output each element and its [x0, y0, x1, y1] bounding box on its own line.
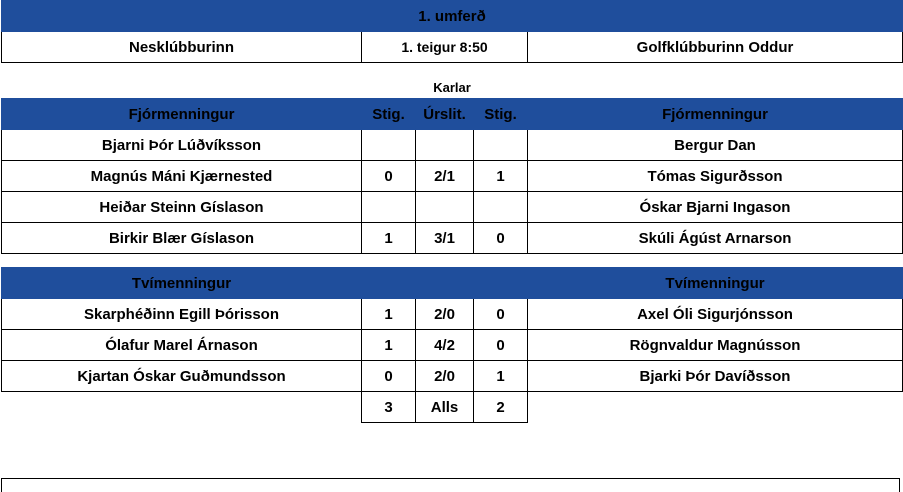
singles-table	[1, 267, 903, 423]
total-label: Alls	[416, 392, 474, 423]
match-result: 2/0	[416, 361, 474, 392]
player-name: Kjartan Óskar Guðmundsson	[2, 361, 362, 392]
empty-cell	[528, 392, 903, 423]
column-header-points-right: Stig.	[474, 99, 528, 130]
points-right: 1	[474, 161, 528, 192]
empty-cell	[474, 192, 528, 223]
table-row	[2, 299, 903, 330]
spacer-header	[362, 268, 416, 299]
totals-row	[2, 392, 903, 423]
fourball-header-row	[2, 99, 903, 130]
empty-cell	[362, 130, 416, 161]
player-name: Óskar Bjarni Ingason	[528, 192, 903, 223]
points-left: 0	[362, 361, 416, 392]
player-name: Bergur Dan	[528, 130, 903, 161]
home-club: Nesklúbburinn	[2, 32, 362, 63]
player-name: Bjarni Þór Lúðvíksson	[2, 130, 362, 161]
match-result: 2/1	[416, 161, 474, 192]
singles-header-row	[2, 268, 903, 299]
player-name: Rögnvaldur Magnússon	[528, 330, 903, 361]
player-name: Magnús Máni Kjærnested	[2, 161, 362, 192]
fourball-table	[1, 98, 903, 267]
table-row	[2, 161, 903, 192]
column-header-pairs-left: Tvímenningur	[2, 268, 362, 299]
column-header-pairs-right: Tvímenningur	[528, 268, 903, 299]
clubs-row	[2, 32, 903, 63]
column-header-result: Úrslit.	[416, 99, 474, 130]
empty-cell	[416, 192, 474, 223]
player-name: Birkir Blær Gíslason	[2, 223, 362, 254]
total-points-right: 2	[474, 392, 528, 423]
points-right: 0	[474, 223, 528, 254]
spacer-header	[416, 268, 474, 299]
match-result: 2/0	[416, 299, 474, 330]
points-left: 0	[362, 161, 416, 192]
header-table	[1, 0, 903, 98]
player-name: Axel Óli Sigurjónsson	[528, 299, 903, 330]
round-title: 1. umferð	[2, 1, 903, 32]
points-right: 0	[474, 299, 528, 330]
empty-cell	[474, 130, 528, 161]
table-row	[2, 330, 903, 361]
player-name: Heiðar Steinn Gíslason	[2, 192, 362, 223]
spacer	[2, 254, 903, 268]
table-row	[2, 361, 903, 392]
points-left: 1	[362, 299, 416, 330]
empty-cell	[2, 392, 362, 423]
player-name: Bjarki Þór Davíðsson	[528, 361, 903, 392]
empty-cell	[362, 192, 416, 223]
empty-cell	[416, 130, 474, 161]
category-row	[2, 76, 903, 98]
player-name: Tómas Sigurðsson	[528, 161, 903, 192]
points-left: 1	[362, 223, 416, 254]
spacer-header	[474, 268, 528, 299]
table-row	[2, 130, 903, 161]
points-right: 0	[474, 330, 528, 361]
spacer	[2, 63, 903, 77]
column-header-team-right: Fjórmenningur	[528, 99, 903, 130]
category-label: Karlar	[2, 76, 903, 98]
round-title-row	[2, 1, 903, 32]
match-result: 4/2	[416, 330, 474, 361]
away-club: Golfklúbburinn Oddur	[528, 32, 903, 63]
total-points-left: 3	[362, 392, 416, 423]
points-right: 1	[474, 361, 528, 392]
match-result: 3/1	[416, 223, 474, 254]
player-name: Ólafur Marel Árnason	[2, 330, 362, 361]
player-name: Skúli Ágúst Arnarson	[528, 223, 903, 254]
table-row	[2, 192, 903, 223]
bottom-section-edge	[1, 478, 900, 492]
column-header-points-left: Stig.	[362, 99, 416, 130]
points-left: 1	[362, 330, 416, 361]
table-row	[2, 223, 903, 254]
column-header-team-left: Fjórmenningur	[2, 99, 362, 130]
player-name: Skarphéðinn Egill Þórisson	[2, 299, 362, 330]
tee-info: 1. teigur 8:50	[362, 32, 528, 63]
